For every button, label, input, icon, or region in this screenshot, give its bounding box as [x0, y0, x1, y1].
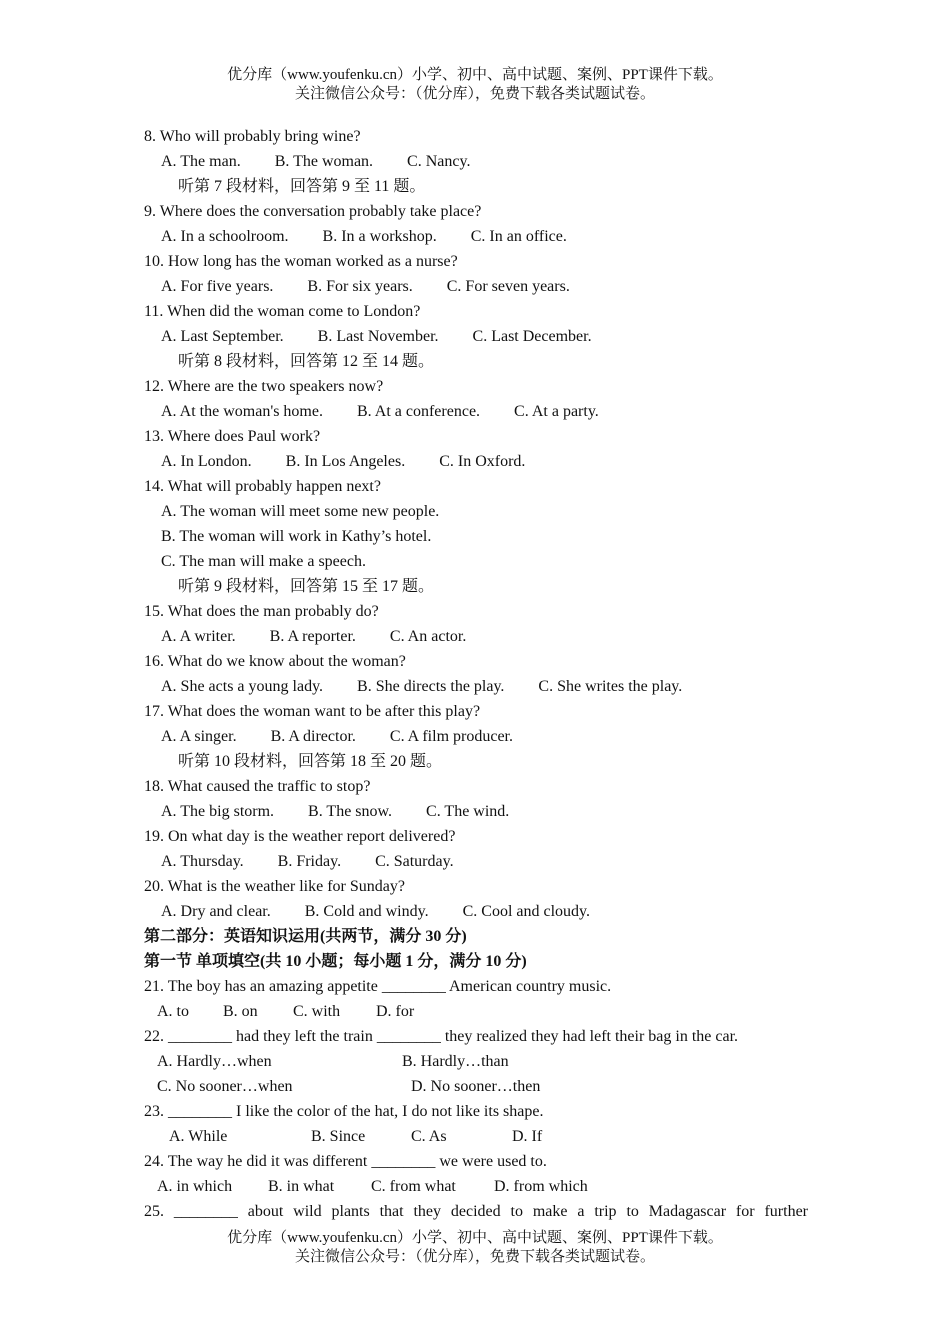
options-24	[144, 1174, 808, 1199]
options-9	[144, 224, 808, 249]
question-9: 9. Where does the conversation probably take place?	[144, 203, 482, 220]
option-a: A. The big storm.	[161, 803, 275, 820]
option-a: A. In London.	[161, 453, 252, 470]
part-two-heading: 第二部分：英语知识运用(共两节，满分 30 分)	[144, 928, 467, 945]
options-17	[144, 724, 808, 749]
option-d: D. If	[512, 1128, 543, 1145]
section-instruction-9: 听第 9 段材料，回答第 15 至 17 题。	[178, 578, 435, 595]
section-instruction-10: 听第 10 段材料，回答第 18 至 20 题。	[178, 753, 443, 770]
option-b: B. Hardly…than	[402, 1053, 509, 1070]
option-b: B. Last November.	[317, 328, 439, 345]
options-19	[144, 849, 808, 874]
option-a: A. A singer.	[161, 728, 237, 745]
options-22-row-2	[144, 1074, 808, 1099]
options-23	[144, 1124, 808, 1149]
question-24: 24. The way he did it was different ________ we were used to.	[144, 1153, 547, 1170]
option-a: A. At the woman's home.	[161, 403, 323, 420]
option-c: C. A film producer.	[389, 728, 513, 745]
exam-content	[144, 124, 808, 1224]
option-b: B. The woman.	[274, 153, 374, 170]
question-14: 14. What will probably happen next?	[144, 478, 381, 495]
question-18: 18. What caused the traffic to stop?	[144, 778, 371, 795]
page-header	[0, 66, 950, 104]
option-a: A. Thursday.	[161, 853, 244, 870]
section-one-heading: 第一节 单项填空(共 10 小题；每小题 1 分，满分 10 分)	[144, 953, 527, 970]
options-13	[144, 449, 808, 474]
section-instruction-8: 听第 8 段材料，回答第 12 至 14 题。	[178, 353, 435, 370]
option-a: A. She acts a young lady.	[161, 678, 324, 695]
question-15: 15. What does the man probably do?	[144, 603, 379, 620]
question-17: 17. What does the woman want to be after this play?	[144, 703, 481, 720]
option-c: C. As	[411, 1128, 447, 1145]
option-c: C. Last December.	[472, 328, 592, 345]
question-12: 12. Where are the two speakers now?	[144, 378, 384, 395]
option-b: B. Friday.	[277, 853, 342, 870]
option-c: C. The man will make a speech.	[161, 553, 366, 570]
question-20: 20. What is the weather like for Sunday?	[144, 878, 405, 895]
option-c: C. An actor.	[389, 628, 467, 645]
option-d: D. for	[376, 1003, 415, 1020]
option-b: B. in what	[268, 1178, 335, 1195]
header-line-2: 关注微信公众号：（优分库），免费下载各类试题试卷。	[294, 86, 655, 102]
option-c: C. Saturday.	[375, 853, 454, 870]
options-12	[144, 399, 808, 424]
question-10: 10. How long has the woman worked as a nurse?	[144, 253, 458, 270]
question-13: 13. Where does Paul work?	[144, 428, 321, 445]
option-d: D. from which	[494, 1178, 588, 1195]
option-b: B. In Los Angeles.	[285, 453, 406, 470]
option-c: C. In Oxford.	[439, 453, 526, 470]
options-22-row-1	[144, 1049, 808, 1074]
option-a: A. in which	[157, 1178, 233, 1195]
options-21	[144, 999, 808, 1024]
options-11	[144, 324, 808, 349]
question-8: 8. Who will probably bring wine?	[144, 128, 361, 145]
option-a: A. A writer.	[161, 628, 236, 645]
question-21: 21. The boy has an amazing appetite ________ American country music.	[144, 978, 612, 995]
option-c: C. The wind.	[426, 803, 510, 820]
option-b: B. The woman will work in Kathy’s hotel.	[161, 528, 432, 545]
question-25: 25. ________ about wild plants that they decided to make a trip to Madagascar for further	[144, 1203, 808, 1220]
question-11: 11. When did the woman come to London?	[144, 303, 421, 320]
option-c: C. No sooner…when	[157, 1078, 293, 1095]
options-20	[144, 899, 808, 924]
option-c: C. Cool and cloudy.	[462, 903, 590, 920]
option-a: A. The man.	[161, 153, 241, 170]
option-c: C. In an office.	[470, 228, 567, 245]
options-16	[144, 674, 808, 699]
footer-line-2: 关注微信公众号：（优分库），免费下载各类试题试卷。	[294, 1249, 655, 1265]
option-b: B. Since	[311, 1128, 366, 1145]
question-22: 22. ________ had they left the train ________ they realized they had left their bag in the car.	[144, 1028, 739, 1045]
option-a: A. The woman will meet some new people.	[161, 503, 440, 520]
option-b: B. A reporter.	[269, 628, 356, 645]
question-23: 23. ________ I like the color of the hat, I do not like its shape.	[144, 1103, 544, 1120]
question-16: 16. What do we know about the woman?	[144, 653, 406, 670]
footer-line-1: 优分库（www.youfenku.cn）小学、初中、高中试题、案例、PPT课件下载。	[227, 1230, 723, 1246]
option-c: C. with	[293, 1003, 341, 1020]
question-19: 19. On what day is the weather report delivered?	[144, 828, 456, 845]
option-c: C. Nancy.	[407, 153, 471, 170]
option-a: A. Hardly…when	[157, 1053, 272, 1070]
option-b: B. In a workshop.	[322, 228, 437, 245]
option-b: B. At a conference.	[356, 403, 481, 420]
option-d: D. No sooner…then	[411, 1078, 541, 1095]
option-c: C. from what	[371, 1178, 456, 1195]
option-a: A. For five years.	[161, 278, 274, 295]
section-instruction-7: 听第 7 段材料，回答第 9 至 11 题。	[178, 178, 426, 195]
options-8	[144, 149, 808, 174]
option-c: C. She writes the play.	[538, 678, 683, 695]
option-a: A. While	[169, 1128, 228, 1145]
options-10	[144, 274, 808, 299]
header-line-1: 优分库（www.youfenku.cn）小学、初中、高中试题、案例、PPT课件下载。	[227, 67, 723, 83]
option-a: A. Dry and clear.	[161, 903, 271, 920]
option-b: B. The snow.	[308, 803, 393, 820]
option-b: B. She directs the play.	[357, 678, 505, 695]
option-b: B. For six years.	[307, 278, 413, 295]
page-footer	[0, 1229, 950, 1267]
option-c: C. At a party.	[514, 403, 599, 420]
option-c: C. For seven years.	[446, 278, 570, 295]
option-a: A. Last September.	[161, 328, 284, 345]
option-a: A. In a schoolroom.	[161, 228, 289, 245]
options-18	[144, 799, 808, 824]
options-15	[144, 624, 808, 649]
option-b: B. A director.	[270, 728, 356, 745]
option-b: B. on	[223, 1003, 258, 1020]
option-b: B. Cold and windy.	[304, 903, 429, 920]
option-a: A. to	[157, 1003, 189, 1020]
